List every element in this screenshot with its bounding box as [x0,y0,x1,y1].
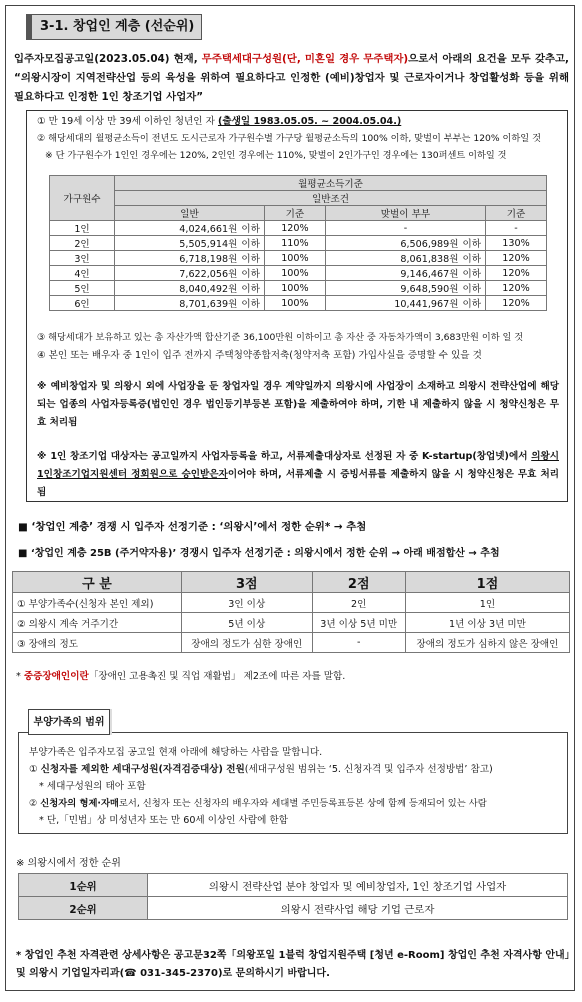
table-row [13,593,570,613]
dependents-item-2-num: ② [29,798,41,809]
eligibility-box [26,110,568,502]
income-cell-dual-pct: 120% [486,281,547,296]
income-amount: 9,146,467원 [400,269,459,280]
table-row [50,296,547,311]
income-unit: 이하 [462,254,482,265]
criterion-income-note: ※ 단 가구원수가 1인인 경우에는 120%, 2인인 경우에는 110%, 맞벌이 2인가구인 경우에는 130퍼센트 이하일 것 [45,150,507,161]
intro-highlight: 무주택세대구성원(단, 미혼일 경우 무주택자) [201,53,409,65]
dependents-tab-label: 부양가족의 범위 [28,709,110,735]
dependents-item-2-sub: * 단,「민법」상 미성년자 또는 만 60세 이상인 사람에 한함 [39,815,288,826]
criterion-age-text: ① 만 19세 이상 만 39세 이하인 청년인 자 [37,116,218,127]
income-cell-normal [115,236,265,251]
income-cell-pct: 120% [264,221,325,236]
income-cell-pct: 100% [264,296,325,311]
income-cell-pct: 100% [264,251,325,266]
income-cell-dual [325,266,485,281]
income-header-dual: 맞벌이 부부 [325,206,485,221]
income-amount: 6,718,198원 [179,254,238,265]
score-cell: ② 의왕시 계속 거주기간 [13,613,182,633]
ranking-desc: 의왕시 전략산업 분야 창업자 및 예비창업자, 1인 창조기업 사업자 [148,874,568,897]
income-cell-dual-pct: 120% [486,251,547,266]
criterion-age [37,115,401,129]
income-amount: 4,024,661원 [179,224,238,235]
income-unit: 이하 [241,299,260,310]
criterion-savings: ④ 본인 또는 배우자 중 1인이 입주 전까지 주택청약종합저축(청약저축 포함) 가입사실을 증명할 수 있을 것 [37,350,482,361]
score-cell: 장애의 정도가 심하지 않은 장애인 [405,633,569,653]
income-unit: 이하 [241,269,260,280]
income-header-normal: 일반 [115,206,265,221]
income-unit: 이하 [241,254,260,265]
dependents-item-1-sub: * 세대구성원의 태아 포함 [39,781,146,792]
score-cell: 장애의 정도가 심한 장애인 [182,633,313,653]
score-cell: 1년 이상 3년 미만 [405,613,569,633]
income-amount: 8,701,639원 [179,299,238,310]
income-cell-pct: 110% [264,236,325,251]
dependents-box [18,732,568,834]
income-unit: 이하 [462,284,482,295]
income-cell-dual-pct: - [486,221,547,236]
heading-selection-2: ■ ‘창업인 계층 25B (주거약자용)’ 경쟁시 입주자 선정기준 : 의왕시에서 정한 순위 → 아래 배점합산 → 추첨 [18,548,500,559]
income-header-standard: 기준 [264,206,325,221]
income-amount: 5,505,914원 [179,239,238,250]
intro-paragraph [14,50,569,107]
income-cell-dual-pct: 120% [486,266,547,281]
income-cell-pct: 100% [264,281,325,296]
note-one-person-b: 이어야 하며, 서류제출 시 증빙서류를 제출하지 않을 시 청약신청은 무효 처리됨 [37,469,559,498]
table-row [13,613,570,633]
criterion-age-dates: (출생일 1983.05.05. ~ 2004.05.04.) [217,116,402,127]
score-cell: - [312,633,405,653]
income-cell-normal [115,221,265,236]
income-unit: 이하 [462,269,482,280]
income-table-body [50,221,547,311]
score-cell: 5년 이상 [182,613,313,633]
income-header-household: 가구원수 [50,176,115,221]
table-row [19,874,568,897]
footnote-text: 「장애인 고용촉진 및 직업 재활법」 제2조에 따른 자를 말함. [88,671,346,682]
table-row [50,266,547,281]
table-row [13,633,570,653]
ranking-table [18,873,568,920]
income-cell-size: 2인 [50,236,115,251]
footnote-severe-disability [16,668,345,682]
income-cell-dual [325,281,485,296]
income-cell-normal [115,281,265,296]
document-page [5,5,575,991]
intro-part-1: 입주자모집공고일(2023.05.04) 현재, [14,53,202,65]
income-cell-pct: 100% [264,266,325,281]
criterion-income: ② 해당세대의 월평균소득이 전년도 도시근로자 가구원수별 가구당 월평균소득의 100% 이하, 맞벌이 부부는 120% 이하일 것 [37,133,541,144]
income-header-standard2: 기준 [486,206,547,221]
score-cell: ③ 장애의 정도 [13,633,182,653]
score-header-3: 3점 [182,572,313,593]
income-header-general: 일반조건 [115,191,547,206]
income-amount: 7,622,056원 [179,269,238,280]
note-one-person-underlined: 의왕시 1인창조기업지원센터 정회원으로 승인받은자 [37,451,559,480]
income-cell-dual [325,236,485,251]
score-header-2: 2점 [312,572,405,593]
heading-selection-1: ■ ‘창업인 계층’ 경쟁 시 입주자 선정기준 : ‘의왕시’에서 정한 순위* → 추첨 [18,521,367,533]
income-cell-size: 6인 [50,296,115,311]
ranking-title: ※ 의왕시에서 정한 순위 [16,858,121,869]
income-unit: 이하 [241,224,260,235]
score-cell: ① 부양가족수(신청자 본인 제외) [13,593,182,613]
income-cell-dual [325,251,485,266]
score-header-1: 1점 [405,572,569,593]
score-header-category: 구 분 [13,572,182,593]
criterion-assets: ③ 해당세대가 보유하고 있는 총 자산가액 합산기준 36,100만원 이하이고 총 자산 중 자동차가액이 3,683만원 이하 일 것 [37,332,524,343]
score-table [12,571,570,653]
income-unit: 이하 [462,239,482,250]
dependents-intro: 부양가족은 입주자모집 공고일 현재 아래에 해당하는 사람을 말합니다. [29,747,323,758]
income-cell-normal [115,296,265,311]
ranking-rank: 1순위 [19,874,148,897]
ranking-rank: 2순위 [19,897,148,920]
dependents-item-2-bold: 신청자의 형제·자매 [40,798,119,809]
score-cell: 1인 [405,593,569,613]
table-row [19,897,568,920]
dependents-item-1-bold: 신청자를 제외한 세대구성원(자격검증대상) 전원 [40,764,245,775]
income-cell-size: 4인 [50,266,115,281]
income-cell-size: 5인 [50,281,115,296]
income-cell-size: 3인 [50,251,115,266]
income-amount: 6,506,989원 [400,239,459,250]
income-cell-normal [115,251,265,266]
section-title: 3-1. 창업인 계층 (선순위) [26,14,202,40]
footnote-marker: * [16,671,24,682]
income-amount: 10,441,967원 [394,299,459,310]
income-header-monthly: 월평균소득기준 [115,176,547,191]
dependents-item-1-rest: (세대구성원 범위는 ‘5. 신청자격 및 입주자 선정방법’ 참고) [244,764,493,775]
income-amount: - [403,222,408,234]
income-cell-dual [325,296,485,311]
income-unit: 이하 [462,299,482,310]
score-cell: 3인 이상 [182,593,313,613]
note-one-person-a: ※ 1인 창조기업 대상자는 공고일까지 사업자등록을 하고, 서류제출대상자로 선정된 자 중 K-startup(창업넷)에서 [37,451,532,462]
dependents-item-1 [29,761,493,775]
table-row [50,236,547,251]
footnote-term: 중증장애인이란 [23,671,89,682]
income-amount: 8,061,838원 [400,254,459,265]
income-amount: 9,648,590원 [400,284,459,295]
table-row [50,251,547,266]
income-cell-normal [115,266,265,281]
dependents-item-1-num: ① [29,764,41,775]
dependents-item-2 [29,795,487,809]
income-cell-dual-pct: 130% [486,236,547,251]
intro-part-3: 으로서 아래의 요건을 모두 갖추고, “의왕시장이 지역전략산업 등의 육성을 위하여 필요하다고 인정한 (예비)창업자 및 근로자이거나 창업활성화 등을 위해 필요하다고 인정한 1인 창조기업 사업자” [14,53,569,103]
table-row [50,221,547,236]
score-cell: 3년 이상 5년 미만 [312,613,405,633]
footnote-contact: * 창업인 추천 자격관련 상세사항은 공고문32쪽「의왕포일 1블럭 창업지원주택 [청년 e-Room] 창업인 추천 자격사항 안내」및 의왕시 기업일자리과(☎ 031-345-2370)로 문의하시기 바랍니다. [16,950,570,979]
income-cell-dual [325,221,485,236]
note-one-person [37,448,559,502]
income-table [49,175,547,311]
score-cell: 2인 [312,593,405,613]
note-prestartup: ※ 예비창업자 및 의왕시 외에 사업장을 둔 창업자일 경우 계약일까지 의왕시에 사업장이 소재하고 의왕시 전략산업에 해당되는 업종의 사업자등록증(법인인 경우 법인등기부등본 포함)을 제출하여야 하며, 기한 내 제출하지 않을 시 청약신청은 무효 처리됨 [37,381,559,428]
income-cell-dual-pct: 120% [486,296,547,311]
income-amount: 8,040,492원 [179,284,238,295]
income-unit: 이하 [241,284,260,295]
income-cell-size: 1인 [50,221,115,236]
income-unit: 이하 [241,239,260,250]
table-row [50,281,547,296]
ranking-desc: 의왕시 전략사업 해당 기업 근로자 [148,897,568,920]
dependents-item-2-rest: 로서, 신청자 또는 신청자의 배우자와 세대별 주민등록표등본 상에 함께 등재되어 있는 사람 [118,798,487,809]
